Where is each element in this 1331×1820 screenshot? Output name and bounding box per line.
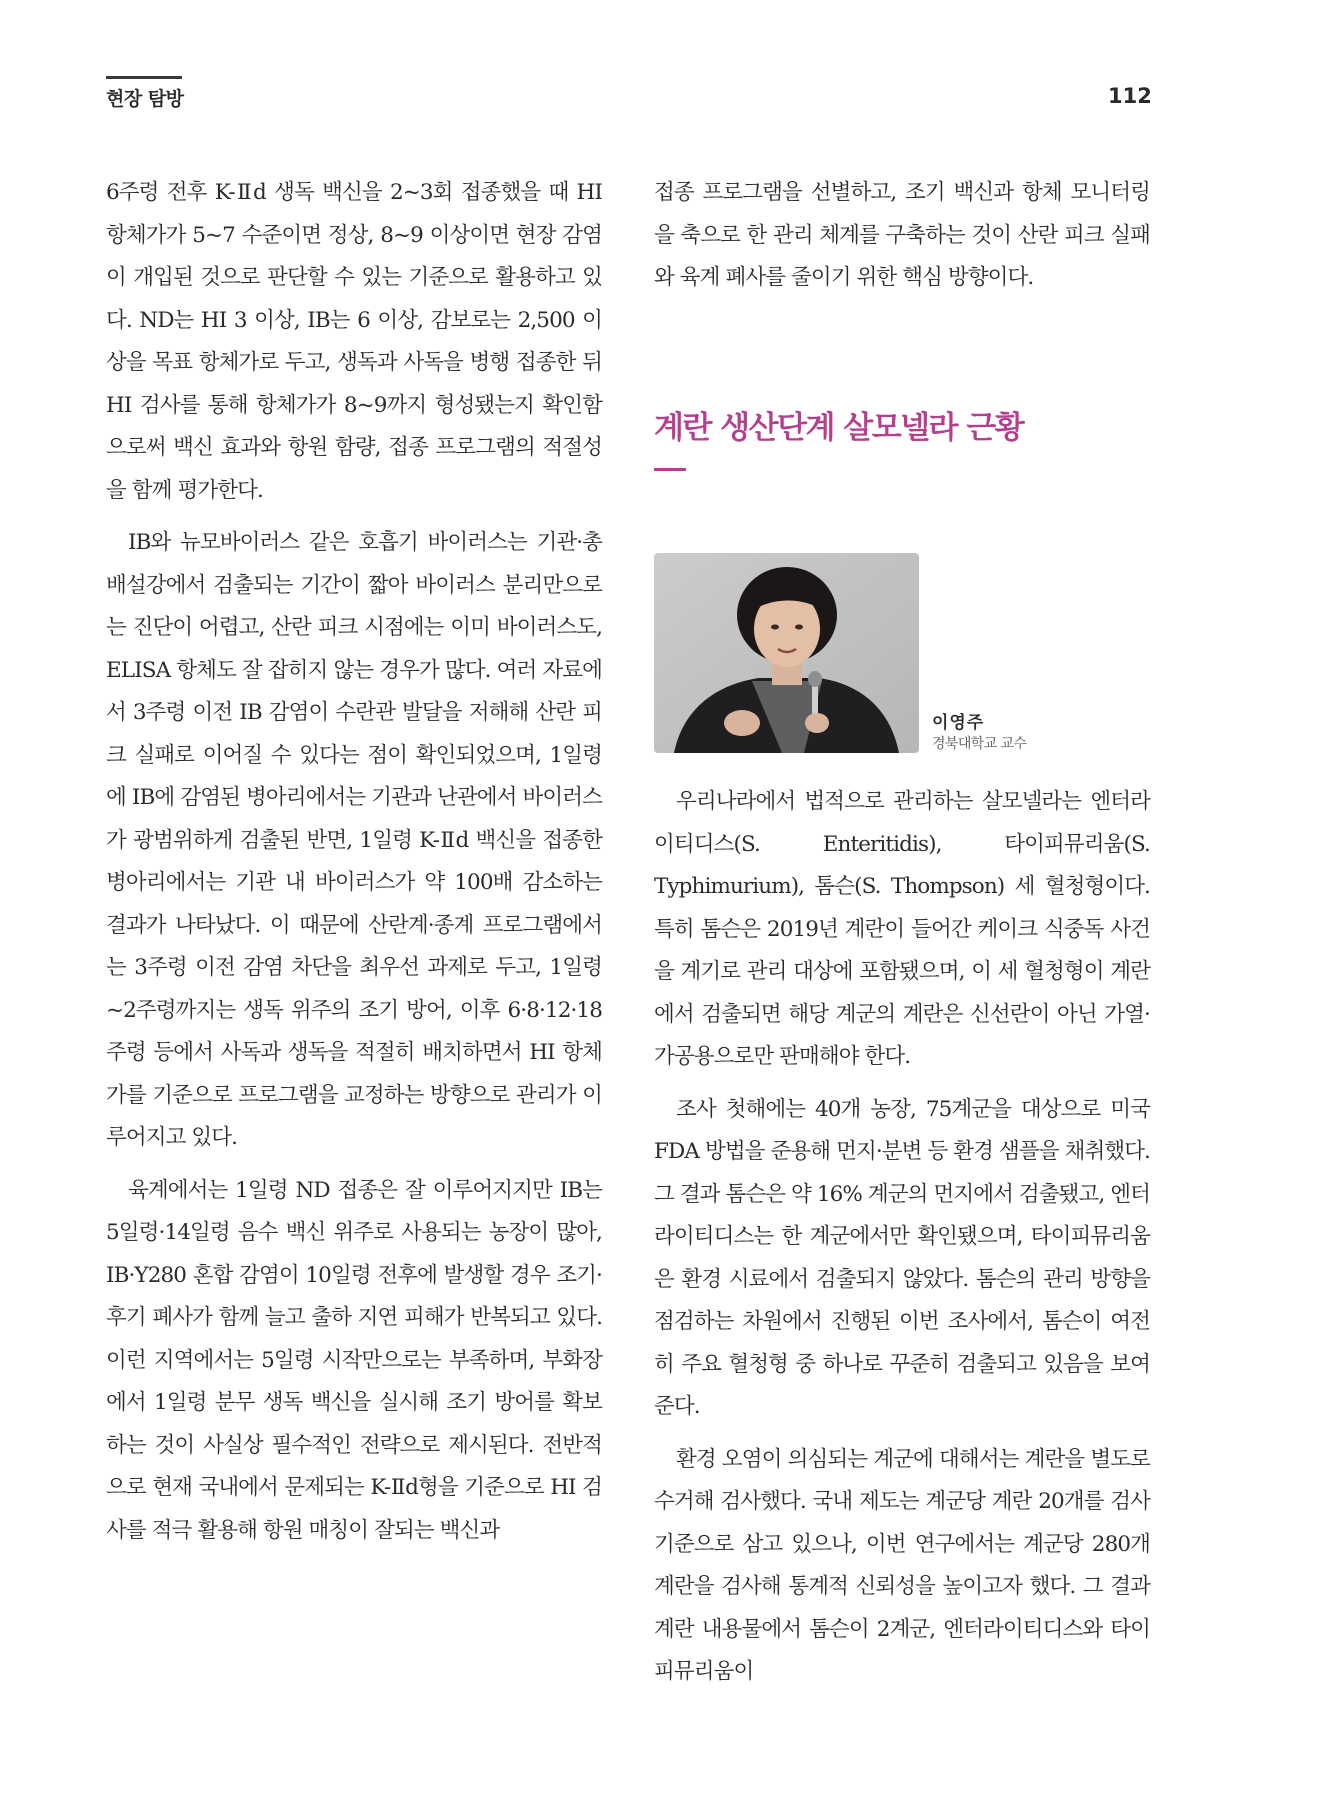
right-paragraph-1: 우리나라에서 법적으로 관리하는 살모넬라는 엔터라이티디스(S. Enteritidis), 타이피뮤리움(S. Typhimurium), 톰슨(S. Thompson) 세 혈청형이다. 특히 톰슨은 2019년 계란이 들어간 케이크 식중독 사건을 계기로 관리 대상에 포함됐으며, 이 세 혈청형이 계란에서 검출되면 해당 계군의 계란은 신선란이 아닌 가열·가공용으로만 판매해야 한다. [654, 789, 1150, 1069]
speaker-affiliation: 경북대학교 교수 [932, 736, 1027, 752]
left-paragraph-2: IB와 뉴모바이러스 같은 호흡기 바이러스는 기관·총배설강에서 검출되는 기간이 짧아 바이러스 분리만으로는 진단이 어렵고, 산란 피크 시점에는 이미 바이러스도, ELISA 항체도 잘 잡히지 않는 경우가 많다. 여러 자료에서 3주령 이전 IB 감염이 수란관 발달을 저해해 산란 피크 실패로 이어질 수 있다는 점이 확인되었으며, 1일령에 IB에 감염된 병아리에서는 기관과 난관에서 바이러스가 광범위하게 검출된 반면, 1일령 K-Ⅱd 백신을 접종한 병아리에서는 기관 내 바이러스가 약 100배 감소하는 결과가 나타났다. 이 때문에 산란계·종계 프로그램에서는 3주령 이전 감염 차단을 최우선 과제로 두고, 1일령~2주령까지는 생독 위주의 조기 방어, 이후 6·8·12·18주령 등에서 사독과 생독을 적절히 배치하면서 HI 항체가를 기준으로 프로그램을 교정하는 방향으로 관리가 이루어지고 있다. [106, 530, 602, 1150]
right-intro-paragraph: 접종 프로그램을 선별하고, 조기 백신과 항체 모니터링을 축으로 한 관리 체계를 구축하는 것이 산란 피크 실패와 육계 폐사를 줄이기 위한 핵심 방향이다. [654, 180, 1150, 290]
left-paragraph-3: 육계에서는 1일령 ND 접종은 잘 이루어지지만 IB는 5일령·14일령 음수 백신 위주로 사용되는 농장이 많아, IB·Y280 혼합 감염이 10일령 전후에 발생할 경우 조기·후기 폐사가 함께 늘고 출하 지연 피해가 반복되고 있다. 이런 지역에서는 5일령 시작만으로는 부족하며, 부화장에서 1일령 분무 생독 백신을 실시해 조기 방어를 확보하는 것이 사실상 필수적인 전략으로 제시된다. 전반적으로 현재 국내에서 문제되는 K-Ⅱd형을 기준으로 HI 검사를 적극 활용해 항원 매칭이 잘되는 백신과 [106, 1177, 602, 1543]
section-subheading: 계란 생산단계 살모넬라 근황 [654, 410, 1024, 446]
left-paragraph-1: 6주령 전후 K-Ⅱd 생독 백신을 2~3회 접종했을 때 HI 항체가가 5~7 수준이면 정상, 8~9 이상이면 현장 감염이 개입된 것으로 판단할 수 있는 기준으로 활용하고 있다. ND는 HI 3 이상, IB는 6 이상, 감보로는 2,500 이상을 목표 항체가로 두고, 생독과 사독을 병행 접종한 뒤 HI 검사를 통해 항체가가 8~9까지 형성됐는지 확인함으로써 백신 효과와 항원 함량, 접종 프로그램의 적절성을 함께 평가한다. [106, 180, 602, 503]
header-rule [106, 76, 182, 79]
right-column-intro [654, 172, 1150, 300]
right-column-body [654, 781, 1150, 1694]
right-paragraph-2: 조사 첫해에는 40개 농장, 75계군을 대상으로 미국 FDA 방법을 준용해 먼지·분변 등 환경 샘플을 채취했다. 그 결과 톰슨은 약 16% 계군의 먼지에서 검출됐고, 엔터라이티디스는 한 계군에서만 확인됐으며, 타이피뮤리움은 환경 시료에서 검출되지 않았다. 톰슨의 관리 방향을 점검하는 차원에서 진행된 이번 조사에서, 톰슨이 여전히 주요 혈청형 중 하나로 꾸준히 검출되고 있음을 보여준다. [654, 1096, 1150, 1419]
speaker-photo [654, 553, 919, 753]
page-number: 112 [1108, 84, 1152, 108]
section-label: 현장 탐방 [106, 88, 184, 110]
subheading-rule [654, 468, 686, 471]
right-paragraph-3: 환경 오염이 의심되는 계군에 대해서는 계란을 별도로 수거해 검사했다. 국내 제도는 계군당 계란 20개를 검사 기준으로 삼고 있으나, 이번 연구에서는 계군당 280개 계란을 검사해 통계적 신뢰성을 높이고자 했다. 그 결과 계란 내용물에서 톰슨이 2계군, 엔터라이티디스와 타이피뮤리움이 [654, 1446, 1150, 1684]
left-column [106, 172, 602, 1552]
speaker-name: 이영주 [932, 713, 985, 733]
